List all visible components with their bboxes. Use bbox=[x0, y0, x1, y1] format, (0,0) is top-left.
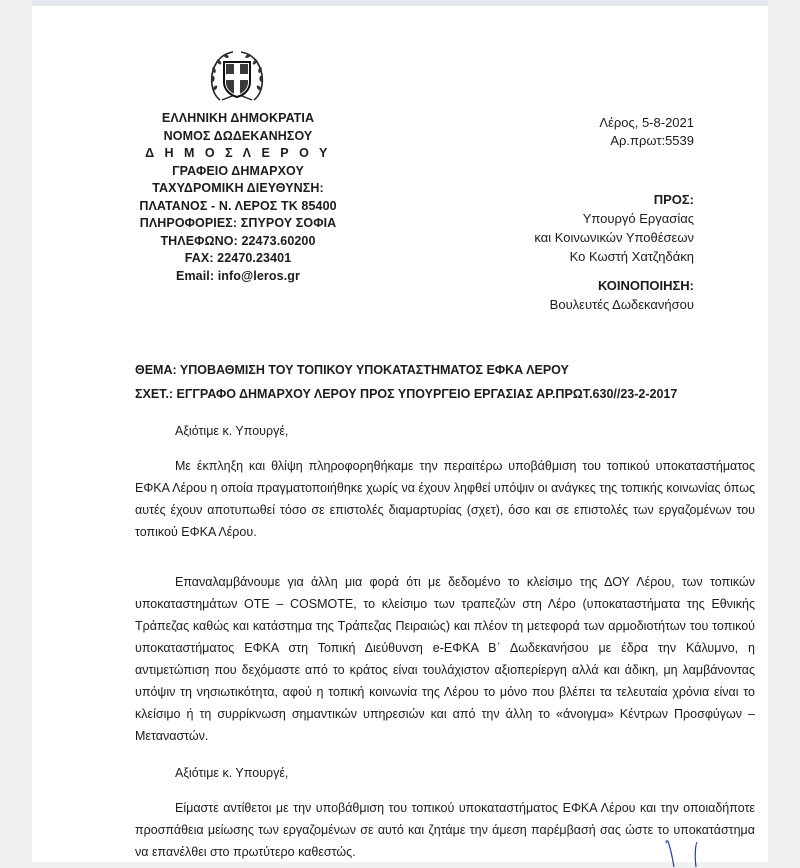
sender-line-postal-label: ΤΑΧΥΔΡΟΜΙΚΗ ΔΙΕΥΘΥΝΣΗ: bbox=[152, 181, 324, 195]
subject-line: ΘΕΜΑ: ΥΠΟΒΑΘΜΙΣΗ ΤΟΥ ΤΟΠΙΚΟΥ ΥΠΟΚΑΤΑΣΤΗΜΑΤΟΣ ΕΦΚΑ ΛΕΡΟΥ bbox=[135, 363, 569, 377]
body-paragraph-2: Επαναλαμβάνουμε για άλλη μια φορά ότι με δεδομένο το κλείσιμο της ΔΟΥ Λέρου, των τοπικών υποκαταστημάτων ΟΤΕ – COSMOTE, το κλείσιμο των τραπεζών στη Λέρο (υποκαταστήματα της Εθνικής Τράπεζας καθώς και κατάστημα της Τράπεζας Πειραιώς) και πλέον τη μετεφορά των αρμοδιοτήτων του τοπικού υποκαταστήματος ΕΦΚΑ στη Τοπική Διεύθυνση e-ΕΦΚΑ Β΄ Δωδεκανήσου με έδρα την Κάλυμνο, η αντιμετώπιση που δεχόμαστε από το κράτος είναι τουλάχιστον αξιοπερίεργη αλλά και άδικη, μη λαμβάνοντας υπόψιν τη νησιωτικότητα, αφού η τοπική κοινωνία της Λέρου το μόνο που βλέπει τα τελευταία χρόνια είναι το κλείσιμο ή τη συρρίκνωση σημαντικών υπηρεσιών και από την άλλη το «άνοιγμα» Κέντρων Προσφύγων – Μεταναστών. bbox=[135, 575, 755, 743]
recipient-line: και Κοινωνικών Υποθέσεων bbox=[534, 230, 694, 245]
date-protocol-block bbox=[599, 114, 694, 150]
sender-line-address: ΠΛΑΤΑΝΟΣ - Ν. ΛΕΡΟΣ ΤΚ 85400 bbox=[139, 198, 337, 213]
cc-label: ΚΟΙΝΟΠΟΙΗΣΗ: bbox=[597, 278, 694, 293]
sender-line-municipality: Δ Η Μ Ο Σ Λ Ε Ρ Ο Υ bbox=[145, 146, 331, 160]
recipient-line: Υπουργό Εργασίας bbox=[582, 211, 694, 226]
cc-line: Βουλευτές Δωδεκανήσου bbox=[549, 297, 694, 312]
sender-line-phone: ΤΗΛΕΦΩΝΟ: 22473.60200 bbox=[160, 233, 316, 248]
recipient-block bbox=[534, 190, 694, 266]
reference-line: ΣΧΕΤ.: ΕΓΓΡΑΦΟ ΔΗΜΑΡΧΟΥ ΛΕΡΟΥ ΠΡΟΣ ΥΠΟΥΡΓΕΙΟ ΕΡΓΑΣΙΑΣ ΑΡ.ΠΡΩΤ.630//23-2-2017 bbox=[135, 387, 678, 401]
sender-line-country: ΕΛΛΗΝΙΚΗ ΔΗΜΟΚΡΑΤΙΑ bbox=[161, 111, 315, 125]
protocol-number: Αρ.πρωτ:5539 bbox=[610, 133, 694, 148]
recipient-label: ΠΡΟΣ: bbox=[653, 192, 694, 207]
date-line: Λέρος, 5-8-2021 bbox=[599, 115, 694, 130]
letter-page bbox=[32, 6, 768, 862]
sender-line-fax: FAX: 22470.23401 bbox=[184, 251, 292, 265]
sender-line-info: ΠΛΗΡΟΦΟΡΙΕΣ: ΣΠΥΡΟΥ ΣΟΦΙΑ bbox=[139, 216, 337, 230]
sender-line-office: ΓΡΑΦΕΙΟ ΔΗΜΑΡΧΟΥ bbox=[172, 163, 304, 178]
cc-block bbox=[550, 276, 694, 314]
recipient-line: Κο Κωστή Χατζηδάκη bbox=[569, 249, 694, 264]
body-paragraph-1: Με έκπληξη και θλίψη πληροφορηθήκαμε την περαιτέρω υποβάθμιση του τοπικού υποκαταστήματος ΕΦΚΑ Λέρου η οποία πραγματοποιήθηκε χωρίς να έχουν ληφθεί υπόψιν οι ανάγκες της τοπικής κοινωνίας όπως αυτές έχουν αποτυπωθεί τόσο σε επιστολές διαμαρτυρίας (σχετ), όσο και σε επιστολές των εργαζομένων του τοπικού ΕΦΚΑ Λέρου. bbox=[135, 459, 755, 539]
body-paragraph-3: Είμαστε αντίθετοι με την υποβάθμιση του τοπικού υποκαταστήματος ΕΦΚΑ Λέρου και την οποιαδήποτε προσπάθεια μείωσης των εργαζομένων σε αυτό και ζητάμε την άμεση παρέμβασή σας ώστε το υποκατάστημα να επανέλθει στο πρωτύτερο καθεστώς. bbox=[135, 801, 755, 859]
sender-line-email: Email: info@leros.gr bbox=[176, 268, 300, 283]
greek-coat-of-arms-icon bbox=[206, 48, 268, 108]
sender-line-prefecture: ΝΟΜΟΣ ΔΩΔΕΚΑΝΗΣΟΥ bbox=[163, 128, 313, 143]
greeting-2: Αξιότιμε κ. Υπουργέ, bbox=[175, 766, 289, 780]
sender-header-block bbox=[122, 110, 354, 285]
greeting-1: Αξιότιμε κ. Υπουργέ, bbox=[175, 424, 289, 438]
handwritten-signature-icon bbox=[664, 839, 704, 868]
